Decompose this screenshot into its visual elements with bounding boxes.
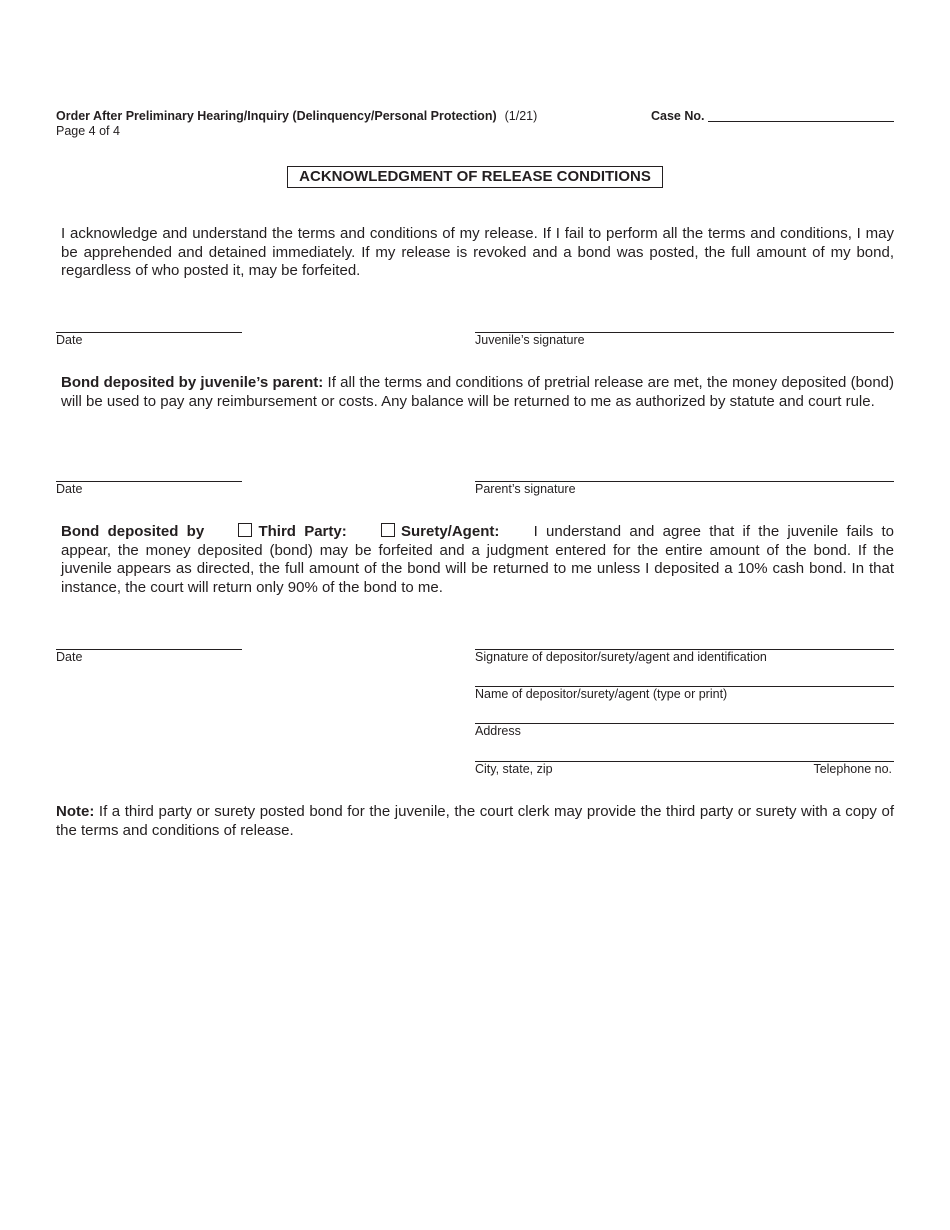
depositor-date-field[interactable] [56, 649, 242, 650]
depositor-signature-label: Signature of depositor/surety/agent and identification [475, 650, 767, 664]
third-party-bond-first-line [61, 523, 894, 542]
depositor-phone-label: Telephone no. [813, 762, 892, 776]
form-revision: (1/21) [504, 109, 538, 123]
form-header [56, 109, 537, 123]
note-heading: Note: [56, 803, 95, 820]
parent-bond-body: If all the terms and conditions of pretrial release are met, the money deposited (bond) will be used to pay any reimbursement or costs. Any balance will be returned to me as authorized by statute and court rule. [61, 374, 894, 410]
parent-date-field[interactable] [56, 481, 242, 482]
juvenile-date-field[interactable] [56, 332, 242, 333]
parent-bond-text [61, 374, 894, 411]
depositor-name-label: Name of depositor/surety/agent (type or print) [475, 687, 728, 701]
third-party-checkbox[interactable] [238, 523, 252, 537]
release-note [56, 803, 894, 840]
depositor-date-label: Date [56, 650, 83, 664]
third-party-bond-text [61, 523, 894, 597]
third-party-bond-heading: Bond deposited by [61, 523, 205, 540]
parent-date-label: Date [56, 482, 83, 496]
acknowledgment-text: I acknowledge and understand the terms and conditions of my release. If I fail to perform all the terms and conditions, I may be apprehended and detained immediately. If my release is revoked and a bond was posted, the full amount of my bond, regardless of who posted it, may be forfeited. [61, 225, 894, 279]
page-number: Page 4 of 4 [56, 124, 120, 138]
surety-agent-checkbox[interactable] [381, 523, 395, 537]
note-body: If a third party or surety posted bond for the juvenile, the court clerk may provide the third party or surety with a copy of the terms and conditions of release. [56, 803, 894, 839]
depositor-address-field[interactable] [475, 723, 894, 724]
depositor-city-label: City, state, zip [475, 762, 553, 776]
third-party-bond-body: appear, the money deposited (bond) may be forfeited and a judgment entered for the entire amount of the bond. If the juvenile appears as directed, the full amount of the bond will be returned to me unless I deposited a 10% cash bond. In that instance, the court will return only 90% of the bond to me. [61, 541, 894, 596]
form-title: Order After Preliminary Hearing/Inquiry (Delinquency/Personal Protection) [56, 109, 497, 123]
depositor-address-label: Address [475, 724, 521, 738]
parent-bond-heading: Bond deposited by juvenile’s parent: [61, 374, 324, 391]
page-title: ACKNOWLEDGMENT OF RELEASE CONDITIONS [287, 166, 663, 188]
case-number-field[interactable] [708, 121, 894, 122]
juvenile-date-label: Date [56, 333, 83, 347]
juvenile-signature-label: Juvenile’s signature [475, 333, 585, 347]
case-number-label: Case No. [651, 109, 705, 123]
third-party-option-label: Third Party: [258, 523, 347, 540]
parent-signature-label: Parent’s signature [475, 482, 576, 496]
third-party-bond-body-first: I understand and agree that if the juvenile fails to [533, 523, 894, 540]
surety-agent-option-label: Surety/Agent: [401, 523, 500, 540]
